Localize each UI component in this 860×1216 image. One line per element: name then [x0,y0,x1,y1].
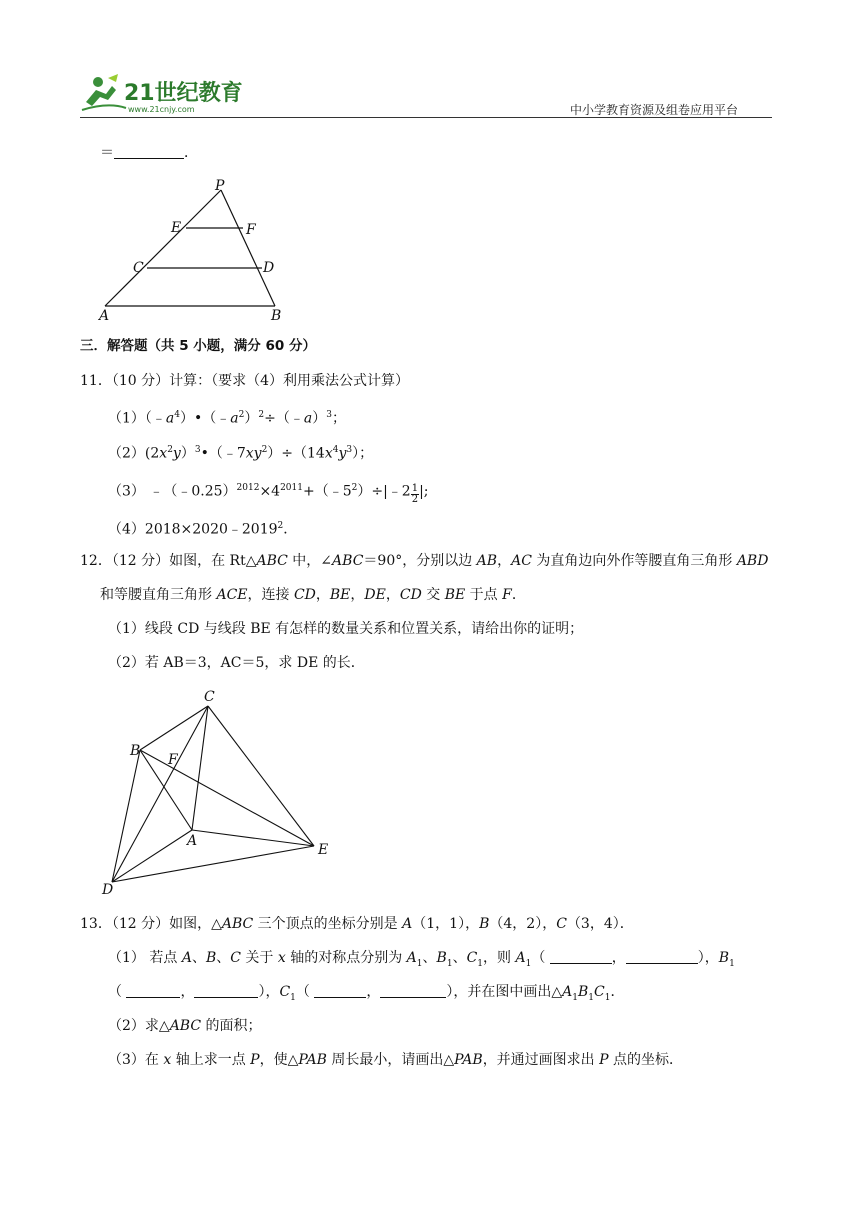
label-f2: F [168,752,178,768]
q13-part1-line2: （ ， ），$C_1$（ ， ），并在图中画出$\triangle A_1B_1C_1$． [108,984,625,1003]
logo-url: www.21cnjy.com [128,105,195,114]
q11-part2: $(2)(2x^2y)^3•(﹣7xy^2)\div(14x^4y^3)$； [108,445,374,462]
q13-part2: （2）求△ABC 的面积； [108,1018,262,1034]
equals-sign: ＝ [100,145,114,161]
label-a: A [99,308,110,323]
label-a2: A [187,833,198,849]
label-f: F [246,222,256,238]
q11-part4: $(4)2018\times 2020﹣2019^2$． [108,521,298,538]
q12-part1: （1）线段 CD 与线段 BE 有怎样的数量关系和位置关系，请给出你的证明； [108,621,584,637]
a1-x-blank[interactable] [550,949,612,964]
label-d2: D [102,882,114,898]
label-b: B [271,308,282,323]
label-c: C [133,260,144,276]
label-p: P [215,178,225,194]
q11-stem: 11．（10 分）计算：（要求（4）利用乘法公式计算） [80,373,409,389]
q13-stem: 13．（12 分）如图，△ABC 三个顶点的坐标分别是 A（1，1），B（4，2），C（3，4）． [80,916,634,932]
platform-name: 中小学教育资源及组卷应用平台 [569,103,738,117]
runner-logo-icon [82,74,126,110]
label-e2: E [318,842,329,858]
logo-text: 21世纪教育 [124,81,243,106]
header-divider [80,117,772,118]
q12-stem-line1: 12．（12 分）如图，在 Rt△ABC 中，∠ABC＝90°，分别以边 AB，AC 为直角边向外作等腰直角三角形 ABD [80,553,769,569]
q13-part3: （3）在 x 轴上求一点 P，使△PAB 周长最小，请画出△PAB，并通过画图求出 P 点的坐标． [108,1052,684,1068]
q12-part2: （2）若 AB＝3，AC＝5，求 DE 的长． [108,655,365,671]
q11-part1: $(1)(﹣a^4)•(﹣a^2)^2\div(﹣a)^3$； [108,410,346,427]
answer-blank[interactable] [114,144,184,159]
a1-y-blank[interactable] [626,949,698,964]
label-e: E [171,220,182,236]
b1-x-blank[interactable] [126,983,180,998]
label-d: D [263,260,275,276]
b1-y-blank[interactable] [194,983,258,998]
label-b2: B [130,743,141,759]
site-logo [78,72,268,116]
q10-answer-line: ＝ ． [100,145,198,161]
q13-part1-line1: （1） 若点 A、B、C 关于 x 轴的对称点分别为 $A_1$、$B_1$、$C_1$，则 $A_1$（ ， ），$B_1$ [108,950,735,969]
c1-y-blank[interactable] [380,983,446,998]
label-c2: C [204,689,215,705]
figure-quadrilateral [100,688,340,898]
q12-stem-line2: 和等腰直角三角形 ACE，连接 CD，BE，DE，CD 交 BE 于点 F． [100,587,526,603]
section-title: 三．解答题（共 5 小题，满分 60 分） [80,338,316,354]
fraction-one-half: $\frac{1}{2}$ [411,482,419,505]
figure-triangle-pab [95,178,295,323]
c1-x-blank[interactable] [314,983,366,998]
q11-part3: （3） $﹣(﹣0.25)^{2012}\times 4^{2011}+(﹣5^2)\div|﹣2$ $\frac{1}{2}$ |; [108,482,429,505]
